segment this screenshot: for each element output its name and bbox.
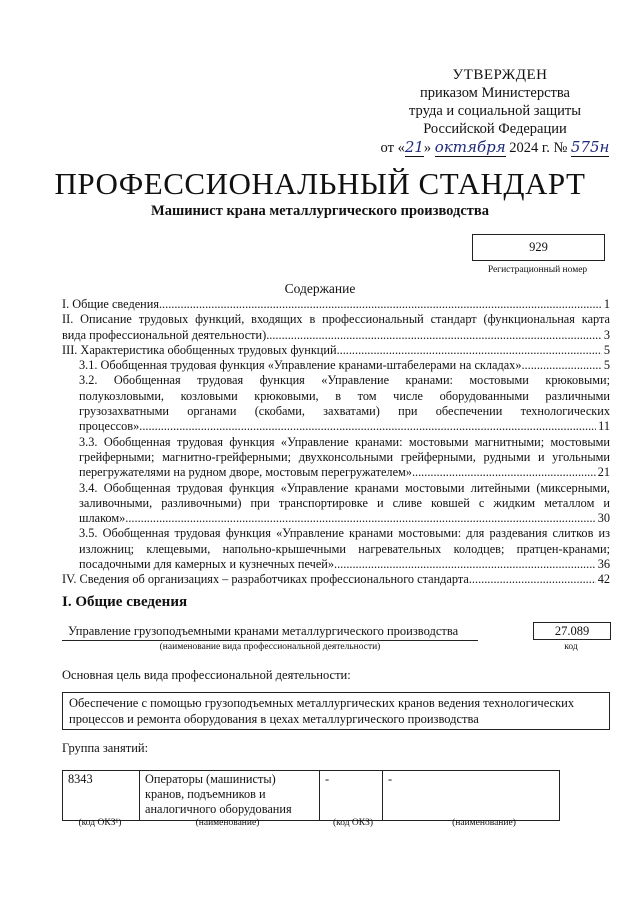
table-row <box>63 771 560 821</box>
goal-text-box: Обеспечение с помощью грузоподъемных металлургических кранов ведения технологических процессов и ремонта оборудования в цехах металлургического производства <box>62 692 610 730</box>
toc-entry[interactable]: 3.5. Обобщенная трудовая функция «Управление кранами мостовыми: для раздевания слитков из изложниц; клещевыми, напольно-крышечными нагревательных колодцев; пратцен-кранами; посадочными для камерных и кузнечных печей» ..... 36 <box>79 526 610 572</box>
approval-block <box>380 66 610 157</box>
table-caption-code: (код ОКЗ¹) <box>78 818 122 828</box>
toc-entry[interactable]: II. Описание трудовых функций, входящих в профессиональный стандарт (функциональная карта вида профессиональной деятельности) ..... 3 <box>62 312 610 343</box>
table-caption-name-2: (наименование) <box>452 818 516 828</box>
toc-entry[interactable]: 3.2. Обобщенная трудовая функция «Управление кранами: мостовыми крюковыми; полукозловыми, козловыми крюковыми, в том числе оборудованными различными грузозахватными органами (скобами, захватами) при обеспечении технологических процессов» ..... 11 <box>79 373 610 434</box>
toc-entry[interactable]: 3.4. Обобщенная трудовая функция «Управление кранами мостовыми литейными (миксерными, заливочными, разливочными) при транспортировке и сливе ковшей с жидким металлом и шлаком» ..... 30 <box>79 481 610 527</box>
activity-code-box: 27.089 <box>533 622 611 640</box>
activity-kind-value: Управление грузоподъемными кранами металлургического производства <box>62 624 478 641</box>
registration-number-label: Регистрационный номер <box>487 265 588 275</box>
section-heading: I. Общие сведения <box>62 594 188 610</box>
okz-code-cell: 8343 <box>63 771 140 821</box>
okz-code-cell-2: - <box>320 771 383 821</box>
toc-entry[interactable]: I. Общие сведения ..... 1 <box>62 297 610 312</box>
approval-line: Российской Федерации <box>423 121 567 137</box>
registration-number-box: 929 <box>472 234 605 261</box>
toc-entry[interactable]: III. Характеристика обобщенных трудовых функций ..... 5 <box>62 343 610 358</box>
toc-entry[interactable]: IV. Сведения об организациях – разработчиках профессионального стандарта ..... 42 <box>62 572 610 587</box>
table-caption-code-2: (код ОКЗ) <box>332 818 374 828</box>
document-title: ПРОФЕССИОНАЛЬНЫЙ СТАНДАРТ <box>54 166 586 201</box>
approval-month: октября <box>434 138 506 156</box>
table-caption-name: (наименование) <box>195 818 260 828</box>
group-label: Группа занятий: <box>62 741 149 755</box>
activity-kind-caption: (наименование вида профессиональной деятельности) <box>159 642 381 652</box>
occupation-group-table <box>62 770 560 821</box>
activity-code-caption: код <box>564 642 578 652</box>
table-of-contents <box>62 297 610 588</box>
approval-title: УТВЕРЖДЕН <box>452 67 548 83</box>
toc-entry[interactable]: 3.1. Обобщенная трудовая функция «Управление кранами-штабелерами на складах» ..... 5 <box>79 358 610 373</box>
toc-subsection-list <box>62 358 610 572</box>
toc-heading: Содержание <box>284 281 356 296</box>
approval-line: приказом Министерства <box>420 85 570 101</box>
approval-number: 575н <box>570 138 610 156</box>
occupation-name-cell: Операторы (машинисты) кранов, подъемников и аналогичного оборудования <box>140 771 320 821</box>
toc-entry[interactable]: 3.3. Обобщенная трудовая функция «Управление кранами: мостовыми магнитными; мостовыми грейферными; магнитно-грейферными; двухконсольными грейферными, рудными и угольными перегружателями на рудном дворе, мостовым перегружателем» ..... 21 <box>79 435 610 481</box>
approval-day: 21 <box>404 138 424 156</box>
approval-date-line: от «21» октября 2024 г. № 575н <box>380 138 610 156</box>
goal-label: Основная цель вида профессиональной деятельности: <box>62 668 351 682</box>
approval-line: труда и социальной защиты <box>409 103 581 119</box>
occupation-name-cell-2: - <box>383 771 560 821</box>
document-subtitle: Машинист крана металлургического производства <box>151 203 489 219</box>
